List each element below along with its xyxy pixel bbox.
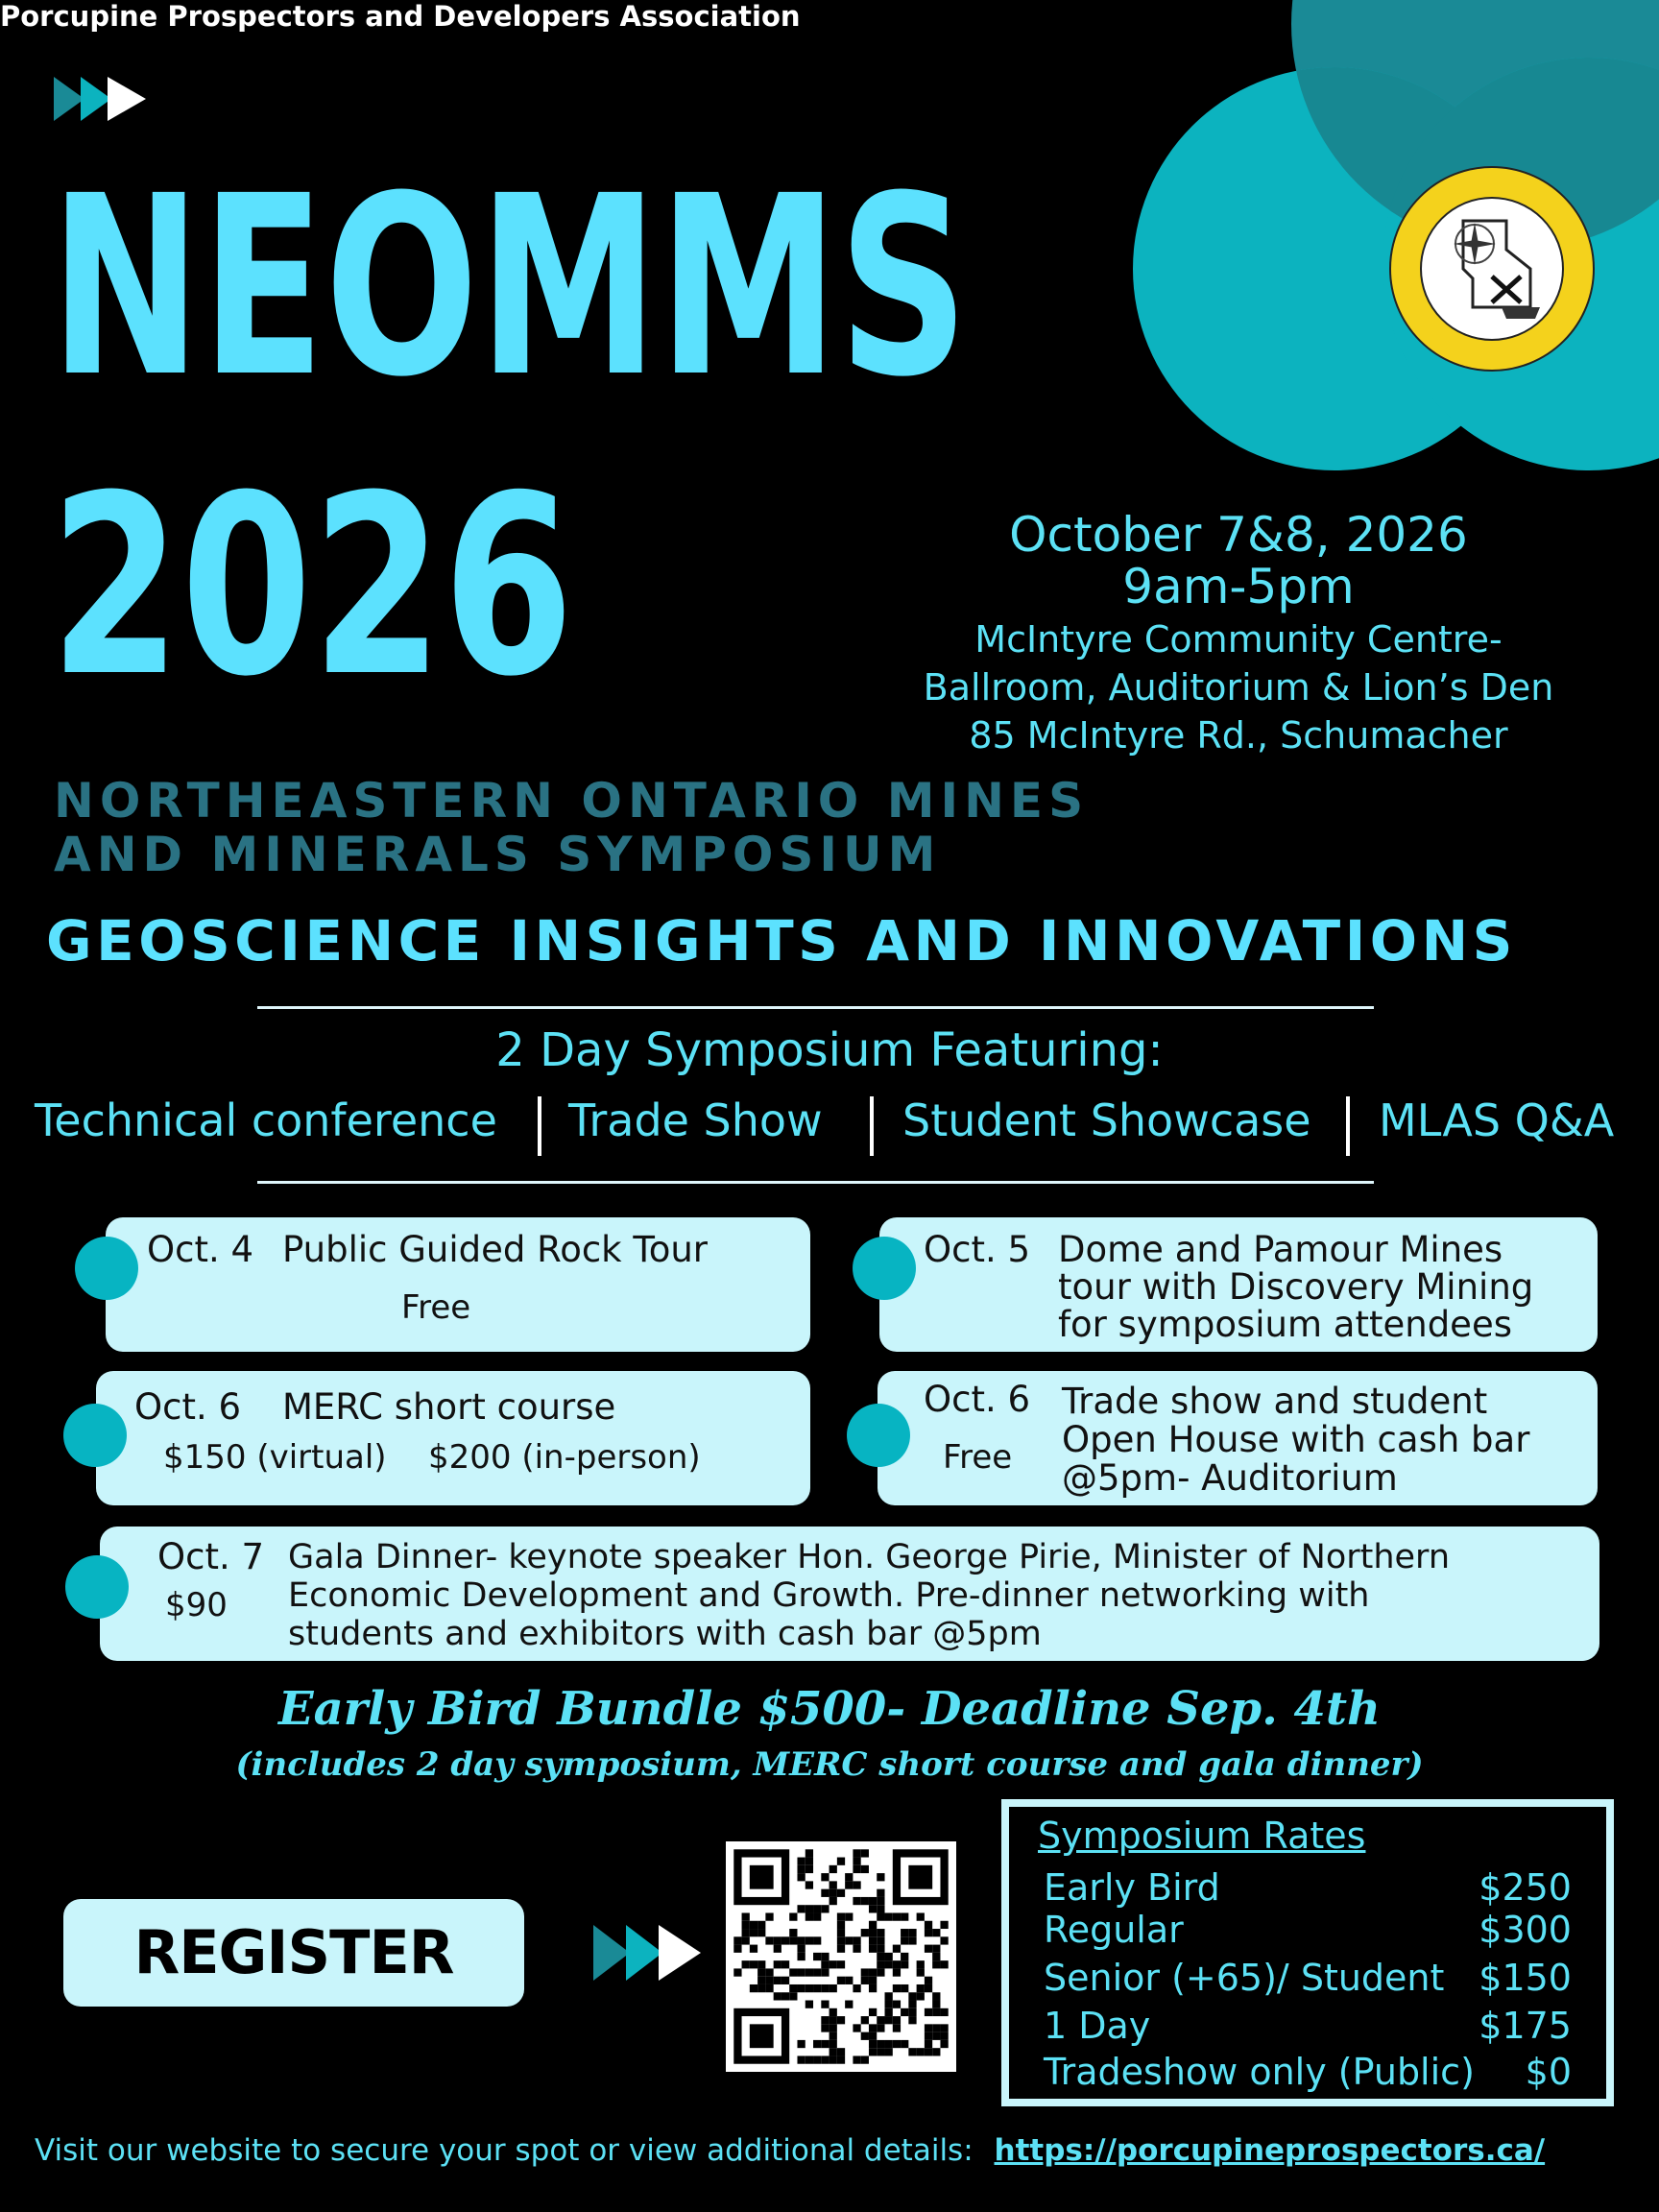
schedule-line: @5pm- Auditorium — [1062, 1457, 1398, 1499]
feature-student-showcase: Student Showcase — [902, 1094, 1311, 1146]
schedule-line: for symposium attendees — [1058, 1304, 1512, 1345]
subtitle-line2: AND MINERALS SYMPOSIUM — [54, 827, 942, 882]
bullet-dot — [65, 1555, 129, 1619]
schedule-line: tour with Discovery Mining — [1058, 1266, 1534, 1308]
schedule-price: $90 — [165, 1586, 228, 1624]
event-address: 85 McIntyre Rd., Schumacher — [969, 714, 1508, 757]
schedule-title: MERC short course — [282, 1386, 616, 1428]
fast-forward-icon — [593, 1925, 701, 1981]
rate-row — [1044, 1866, 1572, 1911]
schedule-line: students and exhibitors with cash bar @5pm — [288, 1615, 1042, 1653]
organization-name: Porcupine Prospectors and Developers Association — [0, 0, 801, 33]
rate-price: $250 — [1479, 1866, 1572, 1909]
symposium-rates-box — [1001, 1799, 1614, 2106]
rate-row — [1044, 2051, 1572, 2095]
rate-row — [1044, 1957, 1572, 2001]
bullet-dot — [75, 1237, 138, 1300]
theme-heading: GEOSCIENCE INSIGHTS AND INNOVATIONS — [46, 908, 1517, 974]
subtitle-line1: NORTHEASTERN ONTARIO MINES — [54, 773, 1090, 829]
title-year: 2026 — [50, 443, 574, 731]
schedule-line: Dome and Pamour Mines — [1058, 1229, 1503, 1270]
schedule-line: Economic Development and Growth. Pre-dinner networking with — [288, 1576, 1370, 1615]
rate-price: $175 — [1479, 2005, 1572, 2047]
fast-forward-icon — [54, 77, 146, 121]
rate-name: Early Bird — [1044, 1866, 1220, 1909]
early-bird-note: (includes 2 day symposium, MERC short course and gala dinner) — [235, 1745, 1424, 1784]
rate-name: 1 Day — [1044, 2005, 1151, 2047]
rate-row — [1044, 2005, 1572, 2049]
schedule-line: Trade show and student — [1062, 1381, 1488, 1422]
schedule-date: Oct. 7 — [157, 1536, 265, 1577]
schedule-price: Free — [401, 1288, 471, 1327]
divider-bottom — [257, 1181, 1374, 1184]
footer — [35, 2133, 1545, 2168]
register-now-button[interactable]: REGISTER NOW — [63, 1899, 524, 2007]
rate-price: $0 — [1525, 2051, 1572, 2093]
schedule-date: Oct. 6 — [924, 1379, 1031, 1420]
event-venue-line2: Ballroom, Auditorium & Lion’s Den — [923, 666, 1554, 709]
feature-trade-show: Trade Show — [568, 1094, 823, 1146]
feature-mlas-qa: MLAS Q&A — [1379, 1094, 1615, 1146]
schedule-price-virtual: $150 (virtual) — [163, 1438, 387, 1477]
event-venue-line1: McIntyre Community Centre- — [974, 618, 1503, 661]
rate-price: $150 — [1479, 1957, 1572, 1999]
schedule-date: Oct. 6 — [134, 1386, 242, 1428]
rate-price: $300 — [1479, 1909, 1572, 1951]
bullet-dot — [63, 1404, 127, 1467]
early-bird-headline: Early Bird Bundle $500- Deadline Sep. 4th — [278, 1682, 1381, 1736]
bullet-dot — [847, 1404, 910, 1467]
association-logo — [1386, 163, 1598, 374]
schedule-line: Gala Dinner- keynote speaker Hon. George Pirie, Minister of Northern — [288, 1538, 1451, 1576]
schedule-date: Oct. 5 — [924, 1229, 1031, 1270]
rate-name: Senior (+65)/ Student — [1044, 1957, 1445, 1999]
rate-name: Tradeshow only (Public) — [1044, 2051, 1475, 2093]
schedule-price-inperson: $200 (in-person) — [428, 1438, 701, 1477]
separator — [870, 1096, 874, 1156]
schedule-price: Free — [943, 1438, 1013, 1477]
feature-technical-conference: Technical conference — [35, 1094, 497, 1146]
bullet-dot — [853, 1237, 916, 1300]
divider-top — [257, 1006, 1374, 1009]
schedule-title: Public Guided Rock Tour — [282, 1229, 708, 1270]
separator — [1346, 1096, 1350, 1156]
footer-text: Visit our website to secure your spot or view additional details: — [35, 2133, 974, 2168]
registration-qr-code[interactable] — [726, 1841, 956, 2072]
event-dates: October 7&8, 2026 — [1009, 507, 1468, 563]
rate-row — [1044, 1909, 1572, 1953]
separator — [538, 1096, 541, 1156]
rate-name: Regular — [1044, 1909, 1184, 1951]
website-link[interactable]: https://porcupineprospectors.ca/ — [994, 2133, 1546, 2168]
schedule-line: Open House with cash bar — [1062, 1419, 1530, 1460]
rates-title: Symposium Rates — [1038, 1815, 1366, 1857]
schedule-date: Oct. 4 — [147, 1229, 254, 1270]
featuring-heading: 2 Day Symposium Featuring: — [495, 1023, 1164, 1077]
title-neomms: NEOMMS — [50, 143, 969, 431]
event-time: 9am-5pm — [1122, 559, 1355, 614]
